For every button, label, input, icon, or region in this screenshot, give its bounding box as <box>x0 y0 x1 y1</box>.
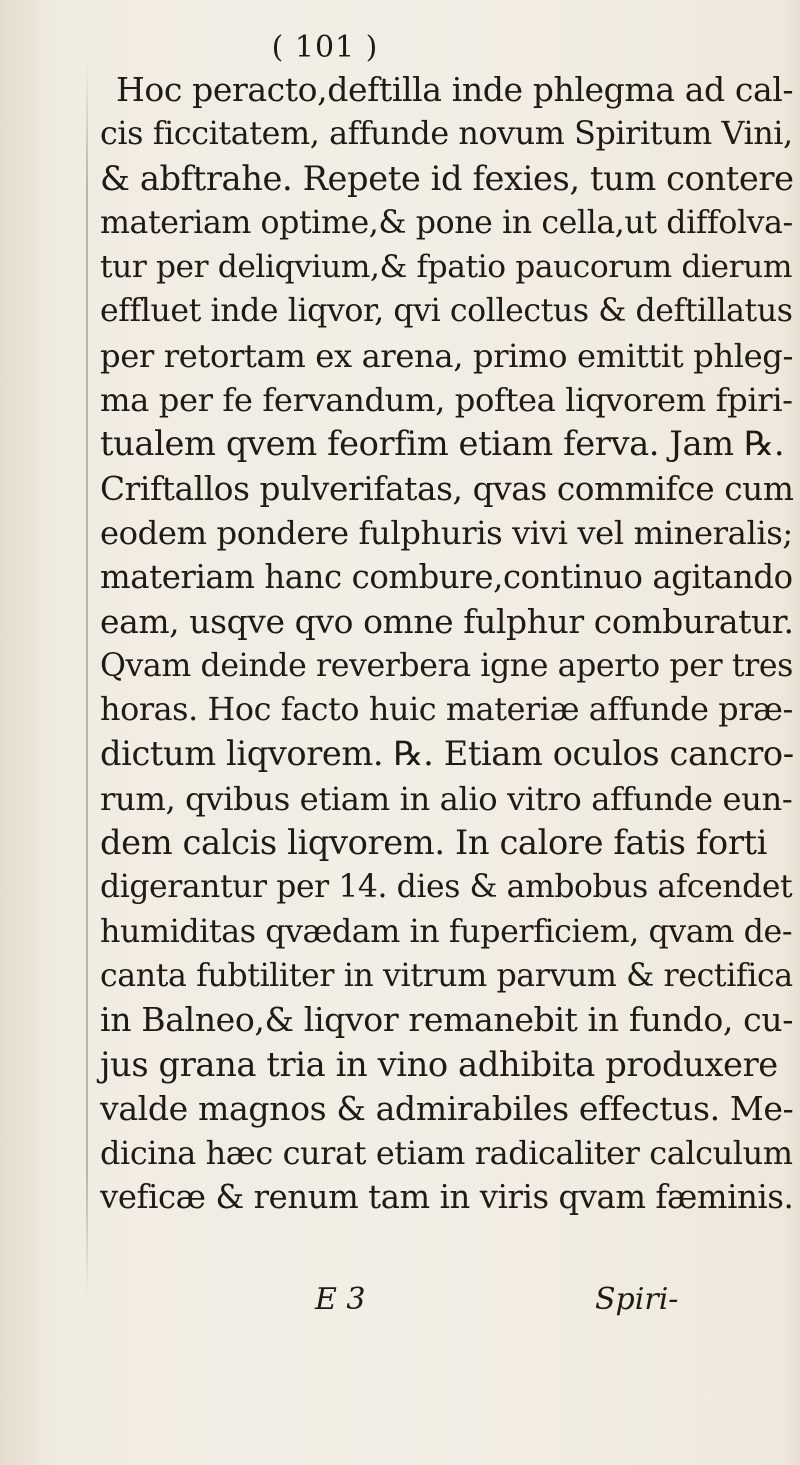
text-line: eodem pondere fulphuris vivi vel mineralis; <box>100 513 793 552</box>
text-line: tur per deliqvium,& fpatio paucorum dierum <box>100 249 793 286</box>
page-footer <box>0 1282 800 1326</box>
text-line: effluet inde liqvor, qvi collectus & deftillatus <box>100 293 793 330</box>
text-line: digerantur per 14. dies & ambobus afcendet <box>100 869 793 906</box>
text-line: per retortam ex arena, primo emittit phleg- <box>100 336 793 375</box>
text-line: & abftrahe. Repete id fexies, tum contere <box>100 158 794 198</box>
text-line: humiditas qvædam in fuperficiem, qvam de- <box>100 913 793 950</box>
text-line: ma per fe fervandum, poftea liqvorem fpiri- <box>100 381 793 420</box>
text-line: horas. Hoc facto huic materiæ affunde præ- <box>100 691 793 729</box>
text-line: Criftallos pulverifatas, qvas commifce cum <box>100 469 794 508</box>
page-gutter-line <box>86 60 88 1300</box>
text-line: canta fubtiliter in vitrum parvum & rectifica <box>100 957 793 994</box>
text-line: rum, qvibus etiam in alio vitro affunde eun- <box>100 779 793 818</box>
text-line: in Balneo,& liqvor remanebit in fundo, cu- <box>100 1000 794 1040</box>
text-line: Hoc peracto,deftilla inde phlegma ad cal- <box>116 70 794 109</box>
text-line: tualem qvem feorfim etiam ferva. Jam ℞. <box>100 424 785 464</box>
page-header <box>0 30 800 65</box>
text-line: eam, usqve qvo omne fulphur comburatur. <box>100 601 794 641</box>
body-text <box>100 68 800 1220</box>
text-line: cis ficcitatem, affunde novum Spiritum Vini, <box>100 116 793 153</box>
page-number: ( 101 ) <box>271 30 379 65</box>
text-line: materiam optime,& pone in cella,ut diffolva- <box>100 204 793 241</box>
text-line: dicina hæc curat etiam radicaliter calculum <box>100 1134 793 1173</box>
text-line: valde magnos & admirabiles effectus. Me- <box>100 1088 794 1128</box>
text-line: materiam hanc combure,continuo agitando <box>100 558 793 597</box>
text-line: dictum liqvorem. ℞. Etiam oculos cancro- <box>100 734 794 774</box>
catchword: Spiri- <box>595 1282 679 1317</box>
text-line: veficæ & renum tam in viris qvam fæminis. <box>100 1178 794 1217</box>
text-line: jus grana tria in vino adhibita produxere <box>100 1044 778 1084</box>
signature-mark: E 3 <box>315 1282 366 1317</box>
text-line: dem calcis liqvorem. In calore fatis forti <box>100 823 768 863</box>
text-line: Qvam deinde reverbera igne aperto per tres <box>100 647 793 684</box>
